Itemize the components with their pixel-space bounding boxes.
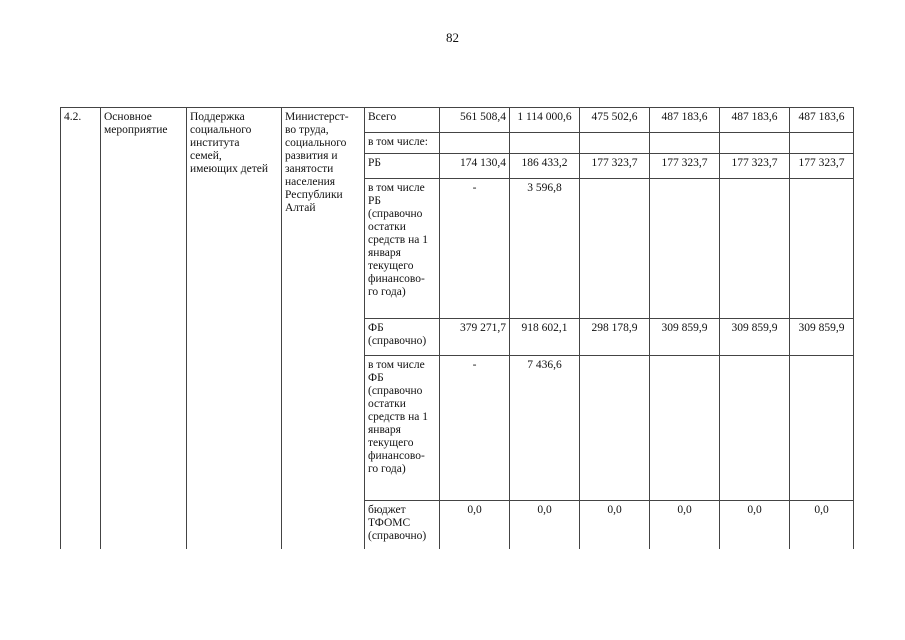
value-cell: 0,0 [720, 501, 790, 550]
value-cell [720, 133, 790, 154]
value-cell: 177 323,7 [790, 154, 854, 179]
value-cell: 475 502,6 [580, 108, 650, 133]
value-cell: 174 130,4 [440, 154, 510, 179]
funding-source: бюджет ТФОМС (справочно) [365, 501, 440, 550]
value-cell: 918 602,1 [510, 319, 580, 356]
value-cell [720, 179, 790, 319]
value-cell: 177 323,7 [650, 154, 720, 179]
value-cell: 3 596,8 [510, 179, 580, 319]
funding-source: в том числе ФБ (справочно остатки средств на 1 января текущего финансово- го года) [365, 356, 440, 501]
value-cell: 561 508,4 [440, 108, 510, 133]
value-cell [790, 356, 854, 501]
value-cell: 487 183,6 [790, 108, 854, 133]
value-cell: - [440, 356, 510, 501]
value-cell [510, 133, 580, 154]
value-cell [580, 133, 650, 154]
value-cell [790, 179, 854, 319]
funding-source: ФБ (справочно) [365, 319, 440, 356]
value-cell: 309 859,9 [790, 319, 854, 356]
value-cell: - [440, 179, 510, 319]
row-index: 4.2. [61, 108, 101, 550]
funding-source: Всего [365, 108, 440, 133]
budget-table [60, 107, 854, 549]
value-cell [440, 133, 510, 154]
value-cell: 7 436,6 [510, 356, 580, 501]
value-cell [650, 133, 720, 154]
value-cell [580, 356, 650, 501]
value-cell: 309 859,9 [720, 319, 790, 356]
value-cell: 379 271,7 [440, 319, 510, 356]
value-cell: 309 859,9 [650, 319, 720, 356]
value-cell [650, 179, 720, 319]
value-cell: 1 114 000,6 [510, 108, 580, 133]
value-cell: 177 323,7 [720, 154, 790, 179]
value-cell [720, 356, 790, 501]
value-cell: 487 183,6 [720, 108, 790, 133]
value-cell: 177 323,7 [580, 154, 650, 179]
value-cell [580, 179, 650, 319]
value-cell: 0,0 [440, 501, 510, 550]
value-cell [650, 356, 720, 501]
value-cell: 0,0 [510, 501, 580, 550]
value-cell: 0,0 [650, 501, 720, 550]
funding-source: в том числе РБ (справочно остатки средств на 1 января текущего финансово- го года) [365, 179, 440, 319]
activity-type: Основное мероприятие [101, 108, 187, 550]
value-cell: 0,0 [580, 501, 650, 550]
table-row [61, 108, 854, 133]
page-number: 82 [446, 30, 459, 45]
value-cell: 0,0 [790, 501, 854, 550]
responsible-executor: Министерст- во труда, социального развития и занятости населения Республики Алтай [282, 108, 365, 550]
value-cell: 186 433,2 [510, 154, 580, 179]
value-cell: 487 183,6 [650, 108, 720, 133]
funding-source: РБ [365, 154, 440, 179]
value-cell [790, 133, 854, 154]
activity-name: Поддержка социального института семей, имеющих детей [187, 108, 282, 550]
value-cell: 298 178,9 [580, 319, 650, 356]
funding-source: в том числе: [365, 133, 440, 154]
